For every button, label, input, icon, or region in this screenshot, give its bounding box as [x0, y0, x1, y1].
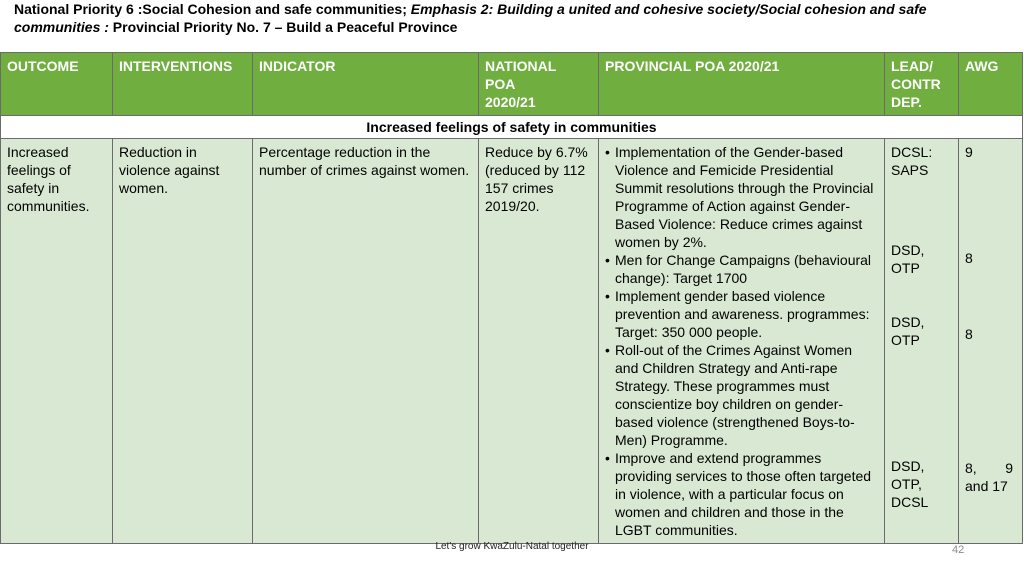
banner-cell: Increased feelings of safety in communities	[1, 116, 1023, 139]
awg-entry-4-line2: and 17	[965, 478, 1008, 494]
list-item: • Men for Change Campaigns (behavioural change): Target 1700	[615, 251, 878, 287]
table-row	[1, 139, 1023, 544]
lead-entry-1-line2: SAPS	[891, 162, 929, 178]
lead-entry-1-line1: DCSL:	[891, 144, 933, 160]
cell-outcome: Increased feelings of safety in communities.	[1, 139, 113, 544]
header-interventions: INTERVENTIONS	[113, 53, 253, 116]
awg-entry-4-value-a: 8,	[965, 460, 977, 476]
banner-row	[1, 116, 1023, 139]
list-item: • Implementation of the Gender-based Violence and Femicide Presidential Summit resolutions through the Provincial Programme of Action against Gender-Based Violence: Reduce crimes against women by 2%.	[615, 143, 878, 251]
list-item: • Improve and extend programmes providing services to those often targeted in violence, with a particular focus on women and children and those in the LGBT communities.	[615, 449, 878, 539]
lead-entry-1	[891, 143, 932, 179]
awg-entry-4-value-b: 9	[1005, 460, 1013, 476]
header-lead-line3: DEP.	[891, 94, 922, 110]
footer-tagline: Let's grow KwaZulu-Natal together	[435, 541, 589, 552]
awg-entry-4-line1	[965, 459, 1013, 477]
lead-entry-3-line2: OTP	[891, 332, 920, 348]
header-indicator: INDICATOR	[253, 53, 479, 116]
awg-stack	[965, 143, 1016, 539]
awg-entry-2: 8	[965, 250, 973, 266]
cell-lead	[885, 139, 959, 544]
header-outcome: OUTCOME	[1, 53, 113, 116]
list-item: • Implement gender based violence prevention and awareness. programmes: Target: 350 000 people.	[615, 287, 878, 341]
header-national-poa-line3: 2020/21	[485, 94, 536, 110]
header-lead-line2: CONTR	[891, 76, 941, 92]
lead-entry-4	[891, 457, 928, 511]
awg-entry-3: 8	[965, 326, 973, 342]
list-item: • Roll-out of the Crimes Against Women and Children Strategy and Anti-rape Strategy. These programmes must conscientize boy children on gender-based violence (strengthened Boys-to-Men) Programme.	[615, 341, 878, 449]
header-national-poa-line2: POA	[485, 76, 516, 92]
title-part2: Provincial Priority No. 7 – Build a Peaceful Province	[108, 19, 458, 35]
cell-indicator: Percentage reduction in the number of crimes against women.	[253, 139, 479, 544]
title-part1: National Priority 6 :Social Cohesion and safe communities;	[14, 1, 411, 17]
lead-entry-2	[891, 241, 924, 277]
cell-provincial-poa	[599, 139, 885, 544]
page-number: 42	[952, 544, 965, 556]
lead-entry-2-line2: OTP	[891, 260, 920, 276]
title-emphasis: Emphasis 2: Building a united and cohesive society/Social cohesion and safe communities :	[14, 1, 927, 35]
lead-entry-4-line2: OTP,	[891, 476, 922, 492]
awg-entry-1: 9	[965, 144, 973, 160]
slide-title	[14, 0, 1014, 36]
lead-stack	[891, 143, 952, 539]
header-lead-line1: LEAD/	[891, 58, 933, 74]
header-national-poa	[479, 53, 599, 116]
cell-interventions: Reduction in violence against women.	[113, 139, 253, 544]
cell-awg	[959, 139, 1023, 544]
header-awg: AWG	[959, 53, 1023, 116]
header-row	[1, 53, 1023, 116]
provincial-poa-list	[605, 143, 878, 539]
lead-entry-4-line3: DCSL	[891, 494, 929, 510]
lead-entry-2-line1: DSD,	[891, 242, 925, 258]
lead-entry-3-line1: DSD,	[891, 314, 925, 330]
awg-entry-4	[965, 459, 1013, 495]
lead-entry-3	[891, 313, 924, 349]
lead-entry-4-line1: DSD,	[891, 458, 925, 474]
cell-national-poa: Reduce by 6.7% (reduced by 112 157 crimes 2019/20.	[479, 139, 599, 544]
header-national-poa-line1: NATIONAL	[485, 58, 557, 74]
poa-table	[0, 52, 1023, 544]
header-lead	[885, 53, 959, 116]
header-provincial-poa: PROVINCIAL POA 2020/21	[599, 53, 885, 116]
